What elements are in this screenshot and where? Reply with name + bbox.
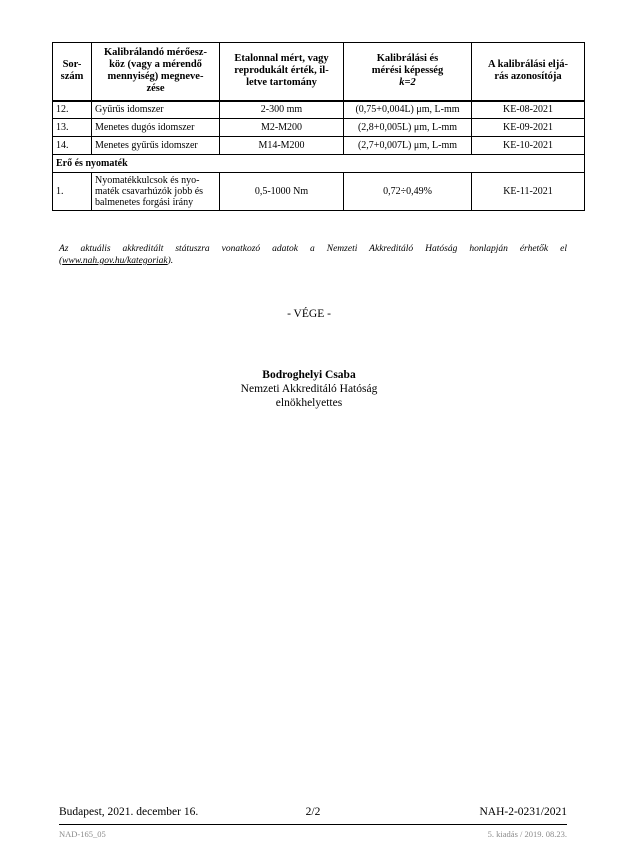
footer-divider	[59, 824, 567, 825]
footer-place-date: Budapest, 2021. december 16.	[59, 806, 199, 818]
nah-website-link[interactable]: www.nah.gov.hu/kategoriak	[62, 256, 168, 266]
section-title: Erő és nyomaték	[53, 155, 585, 173]
cell-instrument: Gyűrűs idomszer	[92, 101, 220, 119]
header-capability	[344, 43, 472, 101]
cell-serial-number: 1.	[53, 173, 92, 211]
sub-footer	[59, 829, 567, 839]
header-instrument	[92, 43, 220, 101]
cell-capability: (2,8+0,005L) μm, L-mm	[344, 119, 472, 137]
header-serial-number-text: Sor- szám	[60, 59, 84, 83]
header-capability-text: Kalibrálási és mérési képesség	[371, 53, 444, 77]
cell-serial-number: 14.	[53, 137, 92, 155]
header-range	[220, 43, 344, 101]
edition-info: 5. kiadás / 2019. 08.23.	[487, 829, 567, 839]
cell-procedure-id: KE-11-2021	[472, 173, 585, 211]
cell-range: M14-M200	[220, 137, 344, 155]
accreditation-note	[59, 243, 567, 267]
header-procedure-id-text: A kalibrálási eljá- rás azonosítója	[488, 59, 568, 83]
cell-capability: (0,75+0,004L) μm, L-mm	[344, 101, 472, 119]
cell-capability: 0,72÷0,49%	[344, 173, 472, 211]
end-marker: - VÉGE -	[287, 308, 331, 320]
header-range-text: Etalonnal mért, vagy reprodukált érték, il- letve tartomány	[234, 53, 329, 89]
header-procedure-id	[472, 43, 585, 101]
cell-procedure-id: KE-09-2021	[472, 119, 585, 137]
table-row	[53, 173, 585, 211]
table-row	[53, 119, 585, 137]
table-row	[53, 137, 585, 155]
cell-capability: (2,7+0,007L) μm, L-mm	[344, 137, 472, 155]
section-header-row	[53, 155, 585, 173]
footer-page-number: 2/2	[305, 806, 321, 818]
note-text: Az aktuális akkreditált státuszra vonatkozó adatok a Nemzeti Akkreditáló Hatóság honlapján érhetők el	[59, 244, 567, 254]
page-footer	[59, 806, 567, 818]
header-coverage-factor: k=2	[399, 77, 416, 89]
cell-procedure-id: KE-08-2021	[472, 101, 585, 119]
signer-name: Bodroghelyi Csaba	[262, 369, 356, 381]
cell-instrument: Menetes dugós idomszer	[92, 119, 220, 137]
form-id: NAD-165_05	[59, 829, 106, 839]
note-link-open: (	[59, 256, 63, 266]
cell-instrument	[92, 173, 220, 211]
table-row	[53, 101, 585, 119]
signature-block	[0, 368, 618, 410]
signer-organization: Nemzeti Akkreditáló Hatóság	[240, 383, 378, 395]
cell-range: 2-300 mm	[220, 101, 344, 119]
footer-document-id: NAH-2-0231/2021	[479, 806, 567, 818]
cell-instrument: Menetes gyűrűs idomszer	[92, 137, 220, 155]
cell-serial-number: 12.	[53, 101, 92, 119]
signer-title: elnökhelyettes	[275, 397, 343, 409]
calibration-table	[52, 42, 585, 211]
cell-range: 0,5-1000 Nm	[220, 173, 344, 211]
header-instrument-text: Kalibrálandó mérőesz- köz (vagy a mérendő mennyiség) megneve- zése	[104, 47, 207, 95]
cell-instrument-text: Nyomatékkulcsok és nyo- maték csavarhúzók jobb és balmenetes forgási irány	[95, 175, 204, 208]
table-header-row	[53, 43, 585, 101]
cell-procedure-id: KE-10-2021	[472, 137, 585, 155]
note-link-close: ).	[167, 256, 174, 266]
cell-serial-number: 13.	[53, 119, 92, 137]
cell-range: M2-M200	[220, 119, 344, 137]
header-serial-number	[53, 43, 92, 101]
